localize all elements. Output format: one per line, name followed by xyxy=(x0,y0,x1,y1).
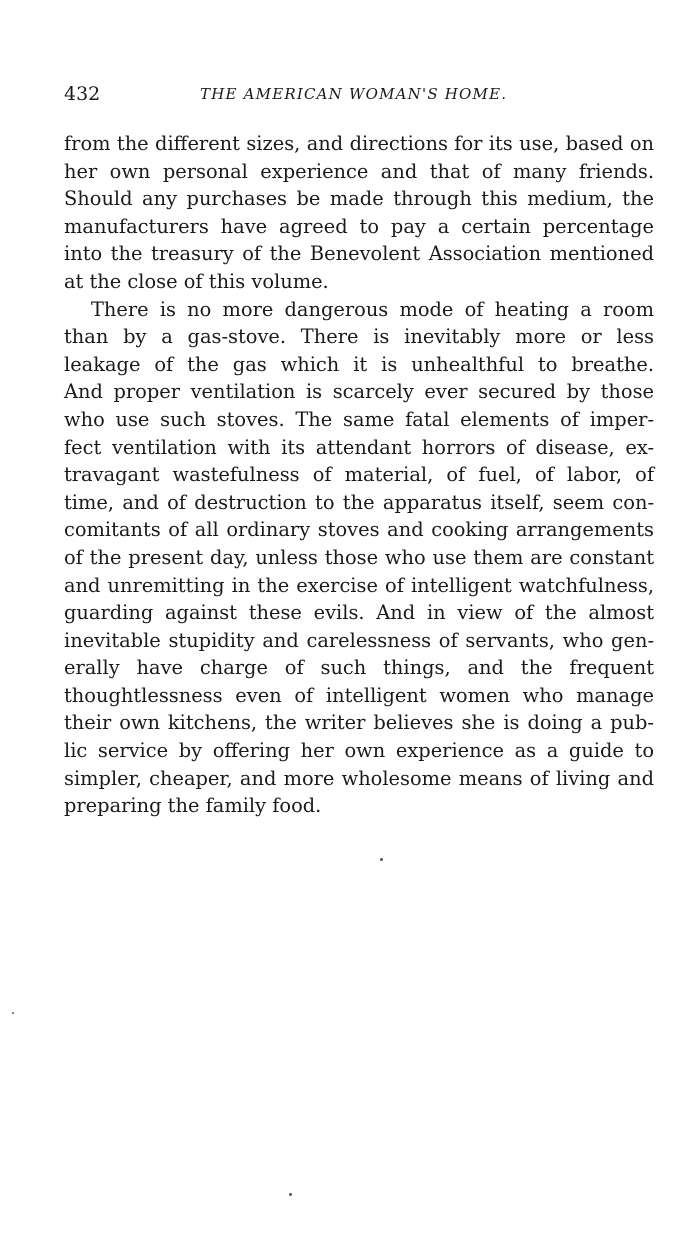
text-line: leakage of the gas which it is unhealthful to breathe. xyxy=(64,352,654,376)
text-line: guarding against these evils. And in view of the almost xyxy=(64,601,654,625)
body-text xyxy=(64,130,654,820)
text-line: and unremitting in the exercise of intelligent watchfulness, xyxy=(64,573,654,597)
text-line: Should any purchases be made through this medium, the xyxy=(64,187,654,211)
text-line: from the different sizes, and directions for its use, based on xyxy=(64,132,654,155)
text-line: preparing the family food. xyxy=(64,794,322,818)
text-line: simpler, cheaper, and more wholesome means of living and xyxy=(64,766,654,790)
running-title: THE AMERICAN WOMAN'S HOME. xyxy=(200,85,508,103)
text-line: inevitable stupidity and carelessness of servants, who gen- xyxy=(64,628,654,652)
print-speck xyxy=(12,1012,14,1014)
text-line: lic service by offering her own experience as a guide to xyxy=(64,739,654,763)
page-number: 432 xyxy=(64,83,101,105)
text-line: than by a gas-stove. There is inevitably more or less xyxy=(64,325,654,349)
text-line: at the close of this volume. xyxy=(64,269,329,293)
text-line: her own personal experience and that of many friends. xyxy=(64,159,654,183)
text-line: time, and of destruction to the apparatus itself, seem con- xyxy=(64,490,654,514)
text-line: thoughtlessness even of intelligent women who manage xyxy=(64,683,654,707)
text-line: their own kitchens, the writer believes she is doing a pub- xyxy=(64,711,654,735)
running-head xyxy=(64,80,654,108)
paragraph-1 xyxy=(64,130,654,296)
text-line: And proper ventilation is scarcely ever secured by those xyxy=(64,380,654,404)
print-speck xyxy=(289,1193,292,1196)
paragraph-2 xyxy=(64,296,654,820)
text-line: fect ventilation with its attendant horrors of disease, ex- xyxy=(64,435,654,459)
text-line: of the present day, unless those who use them are constant xyxy=(64,545,654,569)
text-line: There is no more dangerous mode of heating a room xyxy=(91,297,654,321)
print-speck xyxy=(380,858,383,861)
text-line: into the treasury of the Benevolent Association mentioned xyxy=(64,242,654,266)
text-line: manufacturers have agreed to pay a certain percentage xyxy=(64,214,654,238)
text-line: erally have charge of such things, and the frequent xyxy=(64,656,654,680)
text-line: who use such stoves. The same fatal elements of imper- xyxy=(64,407,654,431)
text-line: comitants of all ordinary stoves and cooking arrangements xyxy=(64,518,654,542)
text-line: travagant wastefulness of material, of fuel, of labor, of xyxy=(64,463,654,487)
